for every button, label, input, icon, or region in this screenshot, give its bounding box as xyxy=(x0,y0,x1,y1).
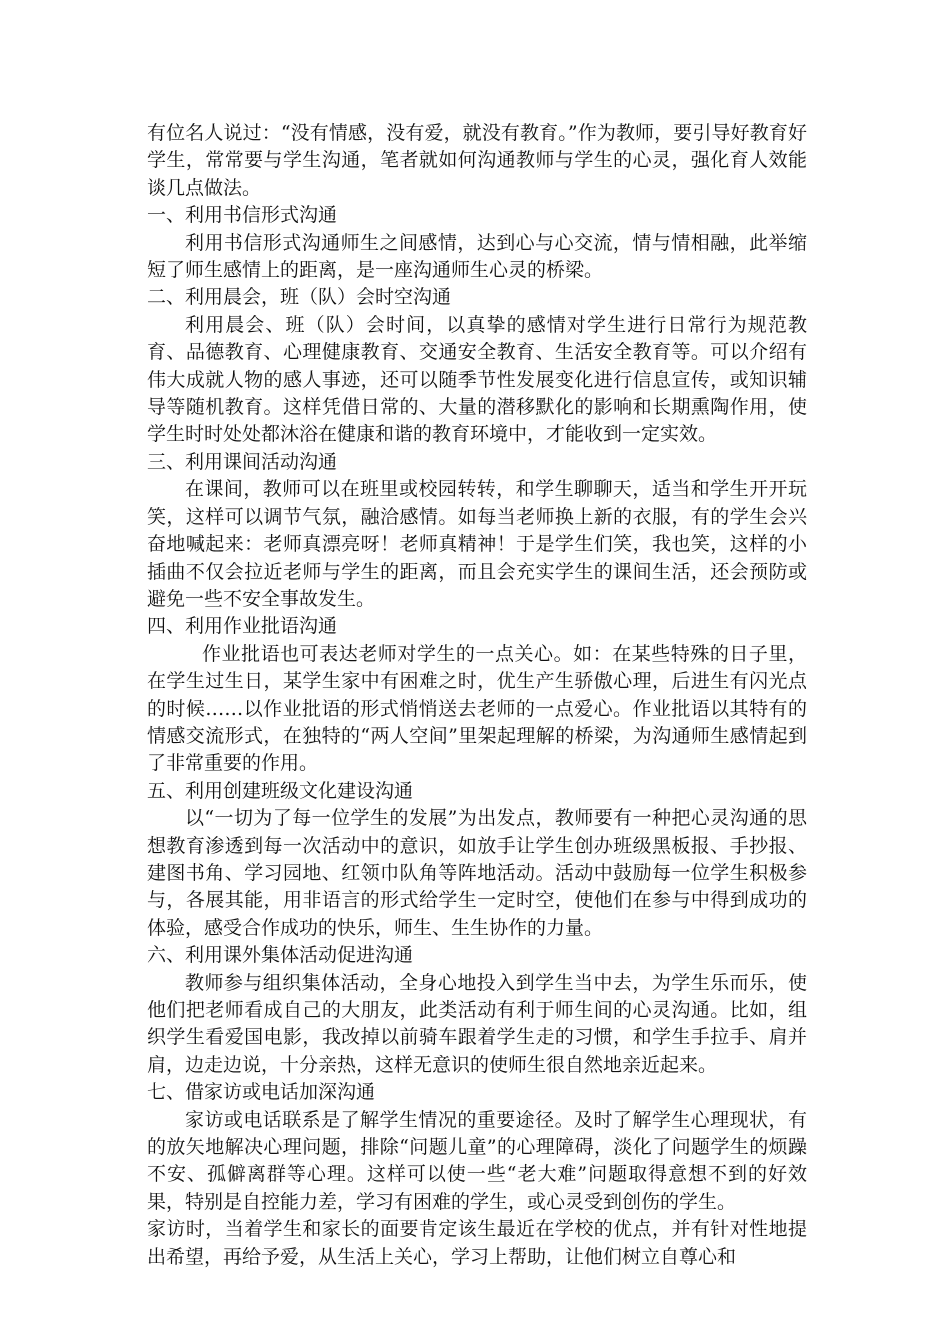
section-body-4: 作业批语也可表达老师对学生的一点关心。如：在某些特殊的日子里，在学生过生日，某学生家中有困难之时，优生产生骄傲心理，后进生有闪光点的时候……以作业批语的形式悄悄送去老师的一点爱心。作业批语以其特有的情感交流形式，在独特的“两人空间”里架起理解的桥梁，为沟通师生感情起到了非常重要的作用。 xyxy=(147,642,807,775)
section-body-1: 利用书信形式沟通师生之间感情，达到心与心交流，情与情相融，此举缩短了师生感情上的距离，是一座沟通师生心灵的桥梁。 xyxy=(147,231,807,282)
section-heading-7: 七、借家访或电话加深沟通 xyxy=(147,1081,376,1104)
closing-paragraph: 家访时，当着学生和家长的面要肯定该生最近在学校的优点，并有针对性地提出希望，再给予爱，从生活上关心，学习上帮助，让他们树立自尊心和 xyxy=(147,1218,807,1268)
section-body-3: 在课间，教师可以在班里或校园转转，和学生聊聊天，适当和学生开开玩笑，这样可以调节气氛，融洽感情。如每当老师换上新的衣服，有的学生会兴奋地喊起来：老师真漂亮呀！老师真精神！于是学生们笑，我也笑，这样的小插曲不仅会拉近老师与学生的距离，而且会充实学生的课间生活，还会预防或避免一些不安全事故发生。 xyxy=(147,478,807,610)
section-heading-3: 三、利用课间活动沟通 xyxy=(147,450,338,473)
document-body xyxy=(147,120,807,1271)
section-heading-2: 二、利用晨会，班（队）会时空沟通 xyxy=(147,286,452,309)
intro-paragraph: 有位名人说过：“没有情感，没有爱，就没有教育。”作为教师，要引导好教育好学生，常常要与学生沟通，笔者就如何沟通教师与学生的心灵，强化育人效能谈几点做法。 xyxy=(147,122,807,199)
section-heading-1: 一、利用书信形式沟通 xyxy=(147,204,338,227)
section-heading-5: 五、利用创建班级文化建设沟通 xyxy=(147,779,414,802)
section-body-2: 利用晨会、班（队）会时间，以真挚的感情对学生进行日常行为规范教育、品德教育、心理健康教育、交通安全教育、生活安全教育等。可以介绍有伟大成就人物的感人事迹，还可以随季节性发展变化进行信息宣传，或知识辅导等随机教育。这样凭借日常的、大量的潜移默化的影响和长期熏陶作用，使学生时时处处都沐浴在健康和谐的教育环境中，才能收到一定实效。 xyxy=(147,313,807,446)
section-heading-4: 四、利用作业批语沟通 xyxy=(147,615,338,638)
section-body-5: 以“一切为了每一位学生的发展”为出发点，教师要有一种把心灵沟通的思想教育渗透到每一次活动中的意识，如放手让学生创办班级黑板报、手抄报、建图书角、学习园地、红领巾队角等阵地活动。活动中鼓励每一位学生积极参与，各展其能，用非语言的形式给学生一定时空，使他们在参与中得到成功的体验，感受合作成功的快乐，师生、生生协作的力量。 xyxy=(147,807,807,939)
section-body-7: 家访或电话联系是了解学生情况的重要途径。及时了解学生心理现状，有的放矢地解决心理问题，排除“问题儿童”的心理障碍，淡化了问题学生的烦躁不安、孤僻离群等心理。这样可以使一些“老大难”问题取得意想不到的好效果，特别是自控能力差，学习有困难的学生，或心灵受到创伤的学生。 xyxy=(147,1108,807,1213)
section-heading-6: 六、利用课外集体活动促进沟通 xyxy=(147,944,414,967)
section-body-6: 教师参与组织集体活动，全身心地投入到学生当中去，为学生乐而乐，使他们把老师看成自己的大朋友，此类活动有利于师生间的心灵沟通。比如，组织学生看爱国电影，我改掉以前骑车跟着学生走的习惯，和学生手拉手、肩并肩，边走边说，十分亲热，这样无意识的使师生很自然地亲近起来。 xyxy=(147,971,807,1076)
